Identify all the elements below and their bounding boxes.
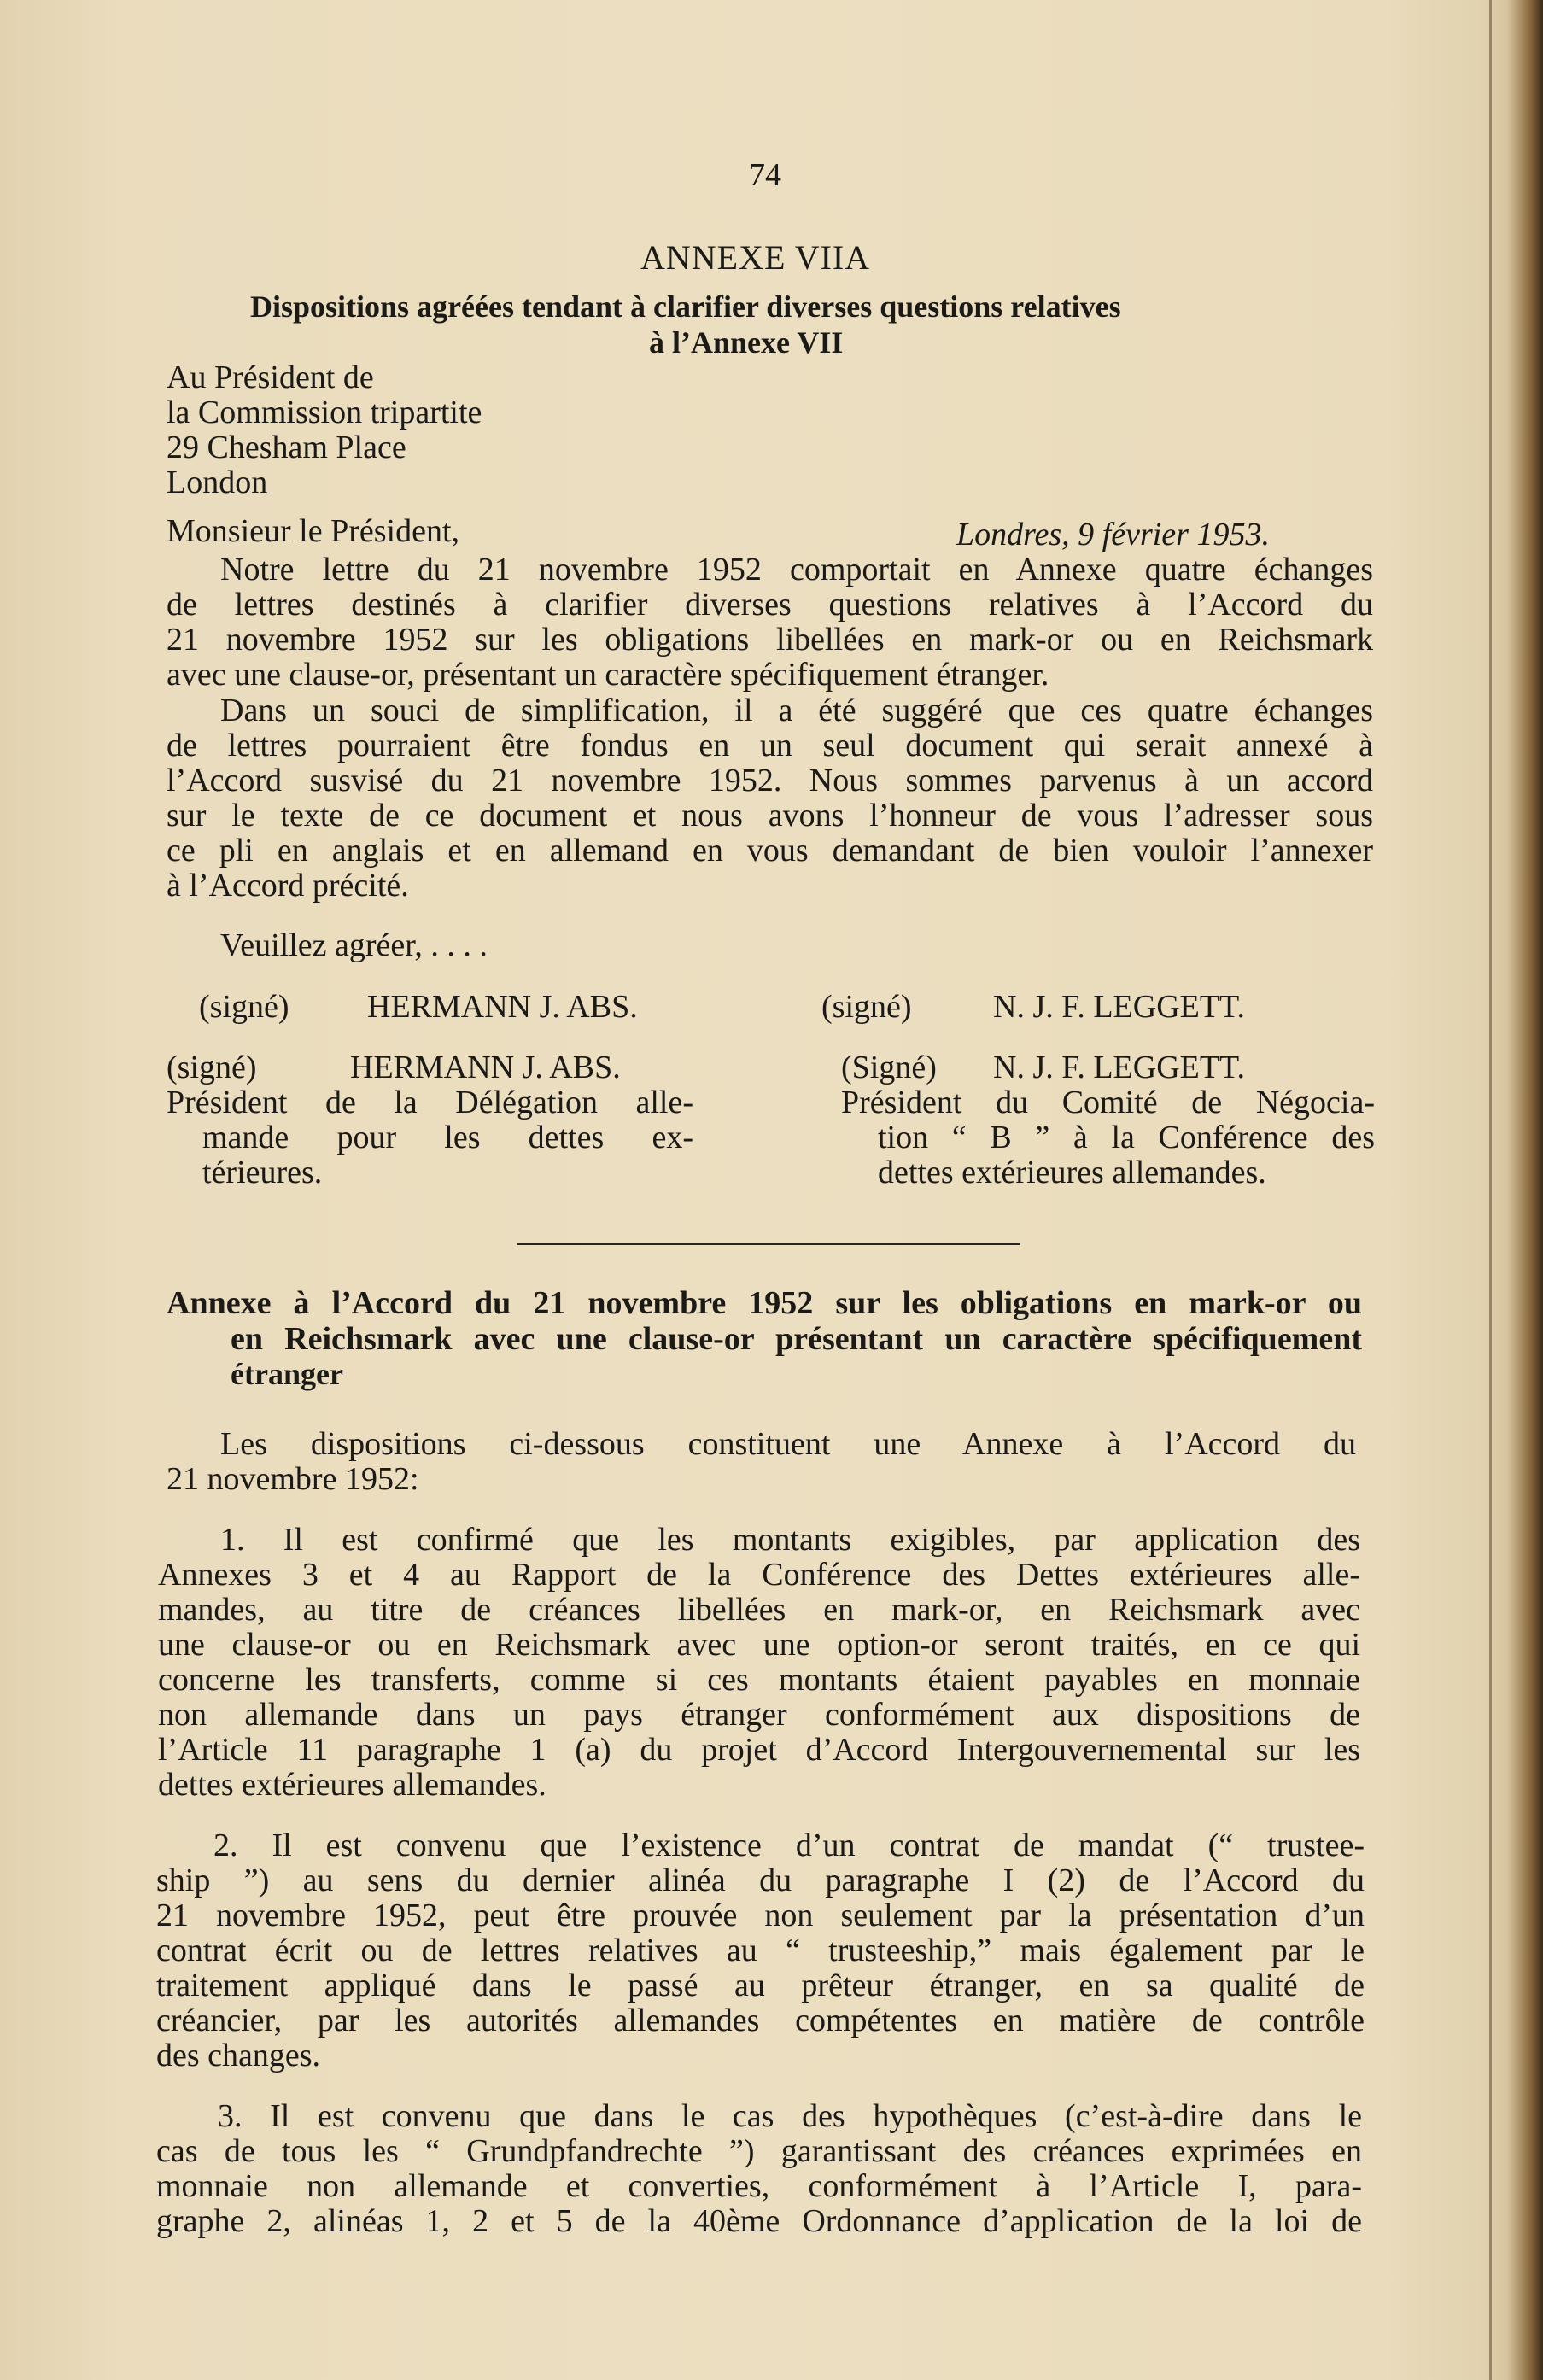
item2-line: ship ”) au sens du dernier alinéa du paragraphe I (2) de l’Accord du — [156, 1862, 1365, 1898]
para1-line: avec une clause-or, présentant un caractère spécifiquement étranger. — [167, 657, 1049, 693]
signatory-title-line: térieures. — [202, 1155, 323, 1190]
address-line: Au Président de — [167, 360, 374, 395]
item1-line: une clause-or ou en Reichsmark avec une option-or seront traités, en ce qui — [158, 1627, 1360, 1663]
item1-line: non allemande dans un pays étranger conformément aux dispositions de — [158, 1697, 1360, 1733]
item2-line: créancier, par les autorités allemandes compétentes en matière de contrôle — [156, 2003, 1365, 2038]
item3-line: cas de tous les “ Grundpfandrechte ”) garantissant des créances exprimées en — [156, 2133, 1362, 2169]
signatory-name: HERMANN J. ABS. — [350, 1050, 621, 1085]
para1-line: de lettres destinés à clarifier diverses questions relatives à l’Accord du — [167, 587, 1373, 623]
item1-line: 1. Il est confirmé que les montants exigibles, par application des — [220, 1522, 1360, 1558]
annex2-title-line: Annexe à l’Accord du 21 novembre 1952 sur les obligations en mark-or ou — [167, 1285, 1362, 1321]
item2-line: contrat écrit ou de lettres relatives au “ trusteeship,” mais également par le — [156, 1933, 1365, 1968]
signature-tag: (Signé) — [841, 1050, 937, 1085]
signature-tag: (signé) — [199, 989, 289, 1025]
closing-formula: Veuillez agréer, . . . . — [220, 927, 488, 963]
signatory-name: N. J. F. LEGGETT. — [993, 1050, 1245, 1085]
binding-line — [1489, 0, 1492, 2380]
para1-line: 21 novembre 1952 sur les obligations libellées en mark-or ou en Reichsmark — [167, 622, 1373, 658]
annex2-title-line: étranger — [231, 1357, 343, 1391]
para2-line: de lettres pourraient être fondus en un seul document qui serait annexé à — [167, 728, 1373, 763]
item1-line: mandes, au titre de créances libellées en mark-or, en Reichsmark avec — [158, 1592, 1360, 1628]
signatory-title-line: tion “ B ” à la Conférence des — [878, 1120, 1375, 1155]
salutation: Monsieur le Président, — [167, 513, 460, 549]
item2-line: des changes. — [156, 2038, 321, 2073]
signature-tag: (signé) — [167, 1050, 257, 1085]
signatory-title-line: Président du Comité de Négocia- — [841, 1085, 1375, 1120]
item2-line: 2. Il est convenu que l’existence d’un contrat de mandat (“ trustee- — [213, 1827, 1365, 1863]
item3-line: graphe 2, alinéas 1, 2 et 5 de la 40ème Ordonnance d’application de la loi de — [156, 2203, 1362, 2239]
item2-line: traitement appliqué dans le passé au prêteur étranger, en sa qualité de — [156, 1968, 1365, 2003]
section-divider — [517, 1243, 1020, 1245]
signature-tag: (signé) — [821, 989, 912, 1025]
place-date: Londres, 9 février 1953. — [956, 517, 1270, 553]
item1-line: concerne les transferts, comme si ces montants étaient payables en monnaie — [158, 1662, 1360, 1698]
subtitle-line-1: Dispositions agréées tendant à clarifier diverses questions relatives — [250, 289, 1121, 324]
item1-line: l’Article 11 paragraphe 1 (a) du projet d’Accord Intergouvernemental sur les — [158, 1732, 1360, 1768]
para1-line: Notre lettre du 21 novembre 1952 comportait en Annexe quatre échanges — [220, 552, 1373, 588]
signatory-title-line: mande pour les dettes ex- — [202, 1120, 693, 1155]
signatory-title-line: Président de la Délégation alle- — [167, 1085, 693, 1120]
intro-line: 21 novembre 1952: — [167, 1461, 419, 1497]
item1-line: Annexes 3 et 4 au Rapport de la Conférence des Dettes extérieures alle- — [158, 1557, 1360, 1593]
para2-line: Dans un souci de simplification, il a été suggéré que ces quatre échanges — [220, 693, 1373, 728]
signatory-title-line: dettes extérieures allemandes. — [878, 1155, 1266, 1190]
annex2-title-line: en Reichsmark avec une clause-or présentant un caractère spécifiquement — [231, 1321, 1362, 1357]
intro-line: Les dispositions ci-dessous constituent une Annexe à l’Accord du — [220, 1426, 1356, 1462]
book-spine-shadow — [1483, 0, 1543, 2380]
address-line: London — [167, 465, 268, 500]
page-number: 74 — [749, 157, 781, 193]
item1-line: dettes extérieures allemandes. — [158, 1767, 546, 1803]
annex-title: ANNEXE VIIA — [640, 238, 871, 277]
para2-line: sur le texte de ce document et nous avons l’honneur de vous l’adresser sous — [167, 798, 1373, 833]
para2-line: l’Accord susvisé du 21 novembre 1952. Nous sommes parvenus à un accord — [167, 763, 1373, 798]
address-line: la Commission tripartite — [167, 395, 482, 430]
subtitle-line-2: à l’Annexe VII — [649, 325, 844, 360]
item3-line: 3. Il est convenu que dans le cas des hypothèques (c’est-à-dire dans le — [218, 2098, 1362, 2134]
address-line: 29 Chesham Place — [167, 430, 406, 465]
item3-line: monnaie non allemande et converties, conformément à l’Article I, para- — [156, 2168, 1362, 2204]
item2-line: 21 novembre 1952, peut être prouvée non seulement par la présentation d’un — [156, 1898, 1365, 1933]
signatory-name: HERMANN J. ABS. — [367, 989, 638, 1025]
para2-line: ce pli en anglais et en allemand en vous demandant de bien vouloir l’annexer — [167, 833, 1373, 868]
para2-line: à l’Accord précité. — [167, 868, 409, 903]
signatory-name: N. J. F. LEGGETT. — [993, 989, 1245, 1025]
